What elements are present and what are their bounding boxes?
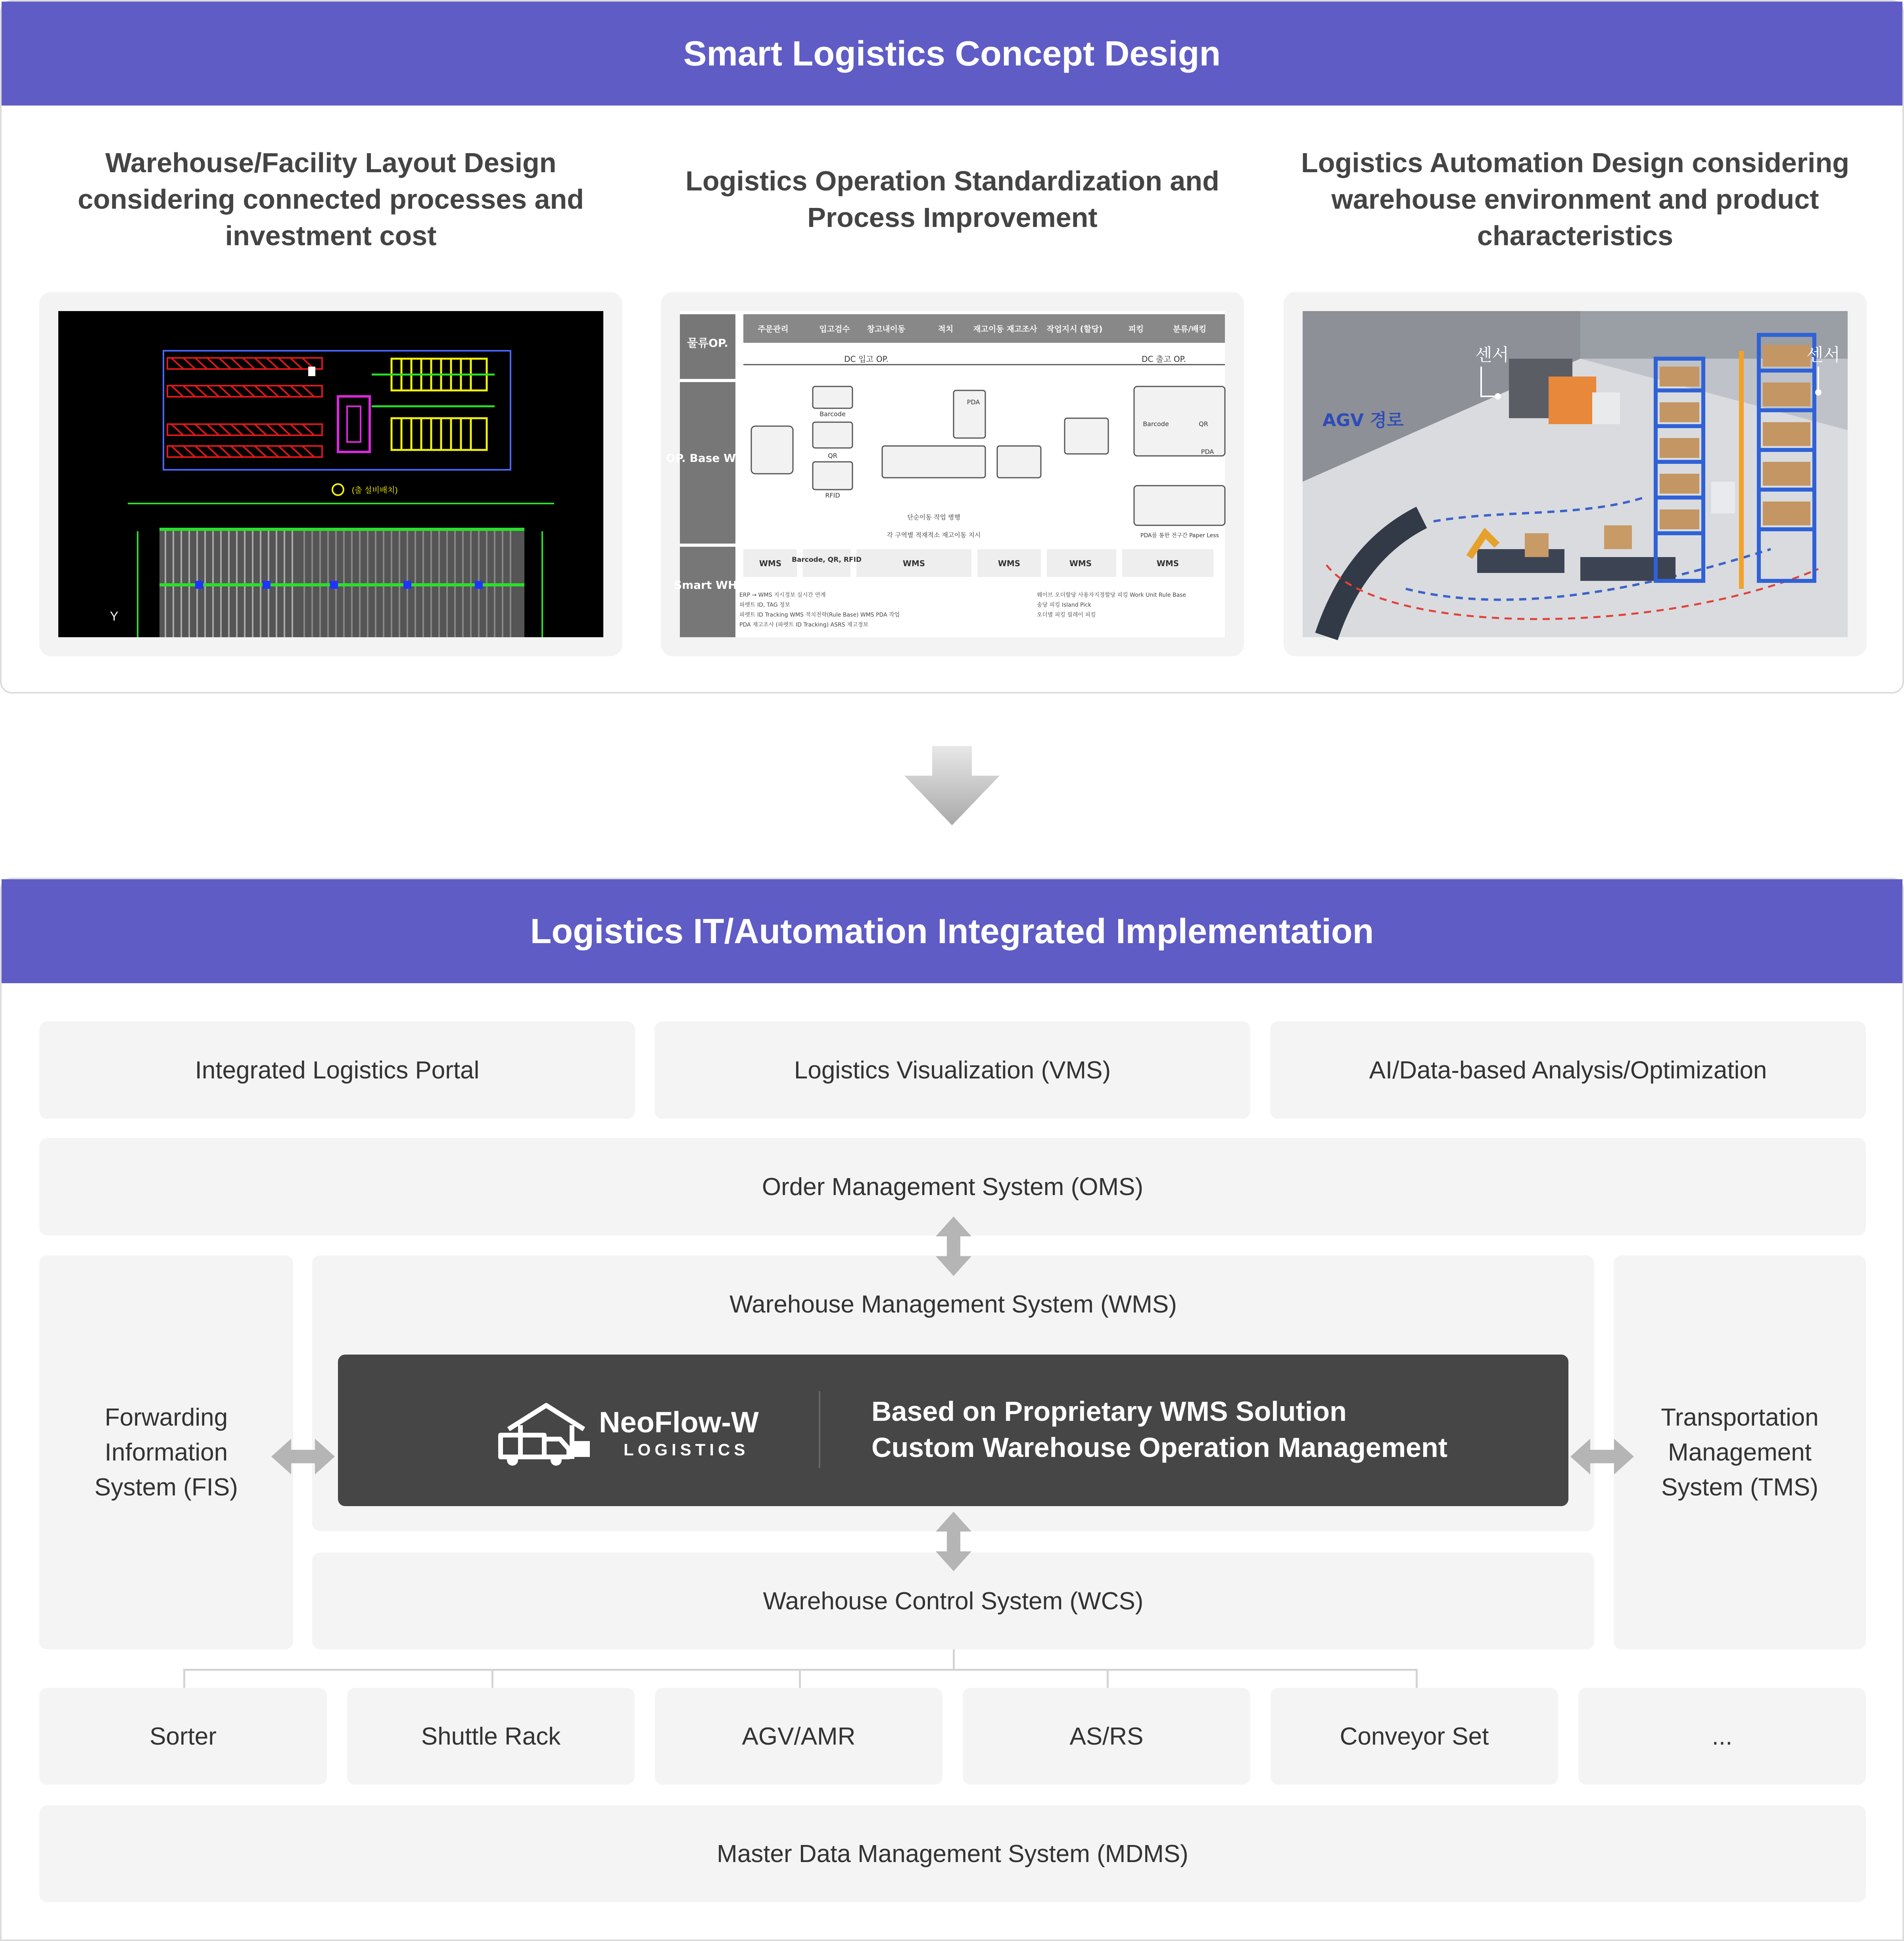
tms-label: Transportation Management System (TMS)	[1661, 1403, 1819, 1501]
automation-image	[1303, 311, 1848, 637]
row-label-op: 물류OP.	[687, 336, 728, 350]
bottom-note-3: 파렛트 ID Tracking WMS 적치전략(Rule Base) WMS PDA 작업	[739, 612, 900, 618]
header-order: 주문관리	[758, 324, 789, 334]
neoflow-divider	[819, 1391, 820, 1468]
mid-note-2: 각 구역별 적재적소 재고이동 지시	[887, 531, 981, 539]
mid-note-3: PDA를 통한 전구간 Paper Less	[1140, 532, 1219, 539]
sensor-label-2: 센서	[1806, 345, 1841, 365]
layout-image-card	[39, 292, 622, 656]
bottom-note-1: ERP → WMS 지시정보 실시간 연계	[739, 592, 826, 598]
fis-wms-arrow-icon	[271, 1439, 335, 1474]
column-title-automation: Logistics Automation Design considering warehouse environment and product characteristics	[1301, 147, 1849, 251]
header-sort: 분류/배킹	[1173, 324, 1207, 334]
cad-note: (출 설비배치)	[352, 486, 398, 495]
neoflow-sub: LOGISTICS	[624, 1440, 749, 1459]
mdms-box: Master Data Management System (MDMS)	[39, 1805, 1866, 1902]
neoflow-line-2: Custom Warehouse Operation Management	[871, 1432, 1448, 1463]
implementation-panel	[0, 878, 1904, 1941]
ai-analysis-box: AI/Data-based Analysis/Optimization	[1270, 1021, 1866, 1119]
header-inspect: 입고검수	[819, 324, 850, 334]
equipment-asrs: AS/RS	[963, 1688, 1250, 1785]
tms-box	[1614, 1255, 1866, 1649]
equipment-more: ...	[1578, 1688, 1866, 1785]
wms-wcs-arrow-icon	[936, 1512, 971, 1571]
connector-shuttle	[491, 1669, 493, 1688]
bottom-note-7: 오더별 피킹 릴레이 피킹	[1037, 612, 1096, 618]
dc-out-label: DC 출고 OP.	[1142, 354, 1186, 364]
bottom-note-4: PDA 재고조사 (파렛트 ID Tracking) ASRS 재고정보	[739, 622, 869, 628]
equipment-sorter: Sorter	[39, 1688, 327, 1785]
wms-label: Warehouse Management System (WMS)	[729, 1291, 1177, 1318]
fis-box	[39, 1255, 293, 1649]
neoflow-brand: NeoFlow-W	[599, 1406, 759, 1439]
fis-label: Forwarding Information System (FIS)	[94, 1403, 238, 1501]
header-inventory: 재고이동 재고조사	[973, 324, 1037, 334]
bottom-note-2: 파렛트 ID, TAG 정보	[739, 602, 790, 608]
equipment-conveyor-set: Conveyor Set	[1271, 1688, 1558, 1785]
connector-agv	[799, 1669, 801, 1688]
wms-label-6: WMS	[1156, 559, 1179, 568]
concept-panel	[0, 0, 1904, 694]
connector-asrs	[1107, 1669, 1109, 1688]
equipment-shuttle-rack: Shuttle Rack	[347, 1688, 635, 1785]
mid-note-1: 단순이동 작업 병행	[907, 513, 960, 521]
icon-label-qr: QR	[828, 452, 837, 459]
bottom-note-5: 웨이브 오더할당 사용자지정할당 피킹 Work Unit Rule Base	[1037, 592, 1186, 598]
dc-in-label: DC 입고 OP.	[844, 354, 889, 364]
header-pick: 피킹	[1128, 324, 1144, 334]
down-arrow-icon	[904, 746, 1000, 825]
wms-label-5: WMS	[1069, 559, 1092, 568]
icon-label-qr-2: QR	[1199, 420, 1208, 428]
oms-box: Order Management System (OMS)	[39, 1138, 1866, 1236]
wcs-connector	[953, 1649, 955, 1669]
header-move: 창고내이동	[867, 324, 906, 334]
oms-wms-arrow-icon	[936, 1216, 971, 1276]
icon-label-barcode: Barcode	[820, 410, 846, 418]
cad-layout-image	[58, 311, 603, 637]
tms-wms-arrow-icon	[1570, 1439, 1634, 1474]
icon-label-pda: PDA	[967, 398, 980, 406]
svg-text:Y: Y	[110, 609, 119, 623]
wcs-box: Warehouse Control System (WCS)	[312, 1553, 1594, 1649]
column-title-layout: Warehouse/Facility Layout Design considering connected processes and investment cost	[78, 147, 584, 251]
icon-label-barcode-2: Barcode	[1143, 420, 1169, 428]
automation-image-card	[1284, 292, 1867, 656]
integrated-portal-box: Integrated Logistics Portal	[39, 1021, 635, 1119]
process-image-card	[661, 292, 1244, 656]
column-title-standardization: Logistics Operation Standardization and Process Improvement	[685, 165, 1219, 233]
wms-label-2: Barcode, QR, RFID	[791, 556, 862, 564]
connector-conveyor	[1416, 1669, 1418, 1688]
concept-header: Smart Logistics Concept Design	[2, 2, 1902, 106]
process-table-image	[666, 311, 1225, 637]
sensor-label-1: 센서	[1475, 345, 1509, 365]
wms-label-4: WMS	[998, 559, 1021, 568]
icon-label-pda-2: PDA	[1201, 448, 1214, 455]
bottom-note-6: 송당 피킹 Island Pick	[1037, 602, 1091, 608]
warehouse-truck-icon	[497, 1397, 596, 1469]
neoflow-line-1: Based on Proprietary WMS Solution	[871, 1396, 1347, 1427]
wms-label-1: WMS	[759, 559, 782, 568]
icon-label-rfid: RFID	[825, 492, 840, 499]
row-label-smart: Smart WH.	[674, 578, 742, 592]
implementation-header: Logistics IT/Automation Integrated Implementation	[2, 879, 1902, 983]
neoflow-box	[338, 1355, 1568, 1506]
equipment-agv-amr: AGV/AMR	[655, 1688, 942, 1785]
vms-box: Logistics Visualization (VMS)	[654, 1021, 1250, 1119]
header-assign: 작업지시 (할당)	[1046, 324, 1103, 334]
row-label-base: OP. Base WH.	[666, 452, 750, 465]
agv-path-label: AGV 경로	[1322, 410, 1404, 430]
connector-sorter	[183, 1669, 185, 1688]
header-stow: 적치	[938, 324, 954, 334]
wms-label-3: WMS	[902, 559, 925, 568]
